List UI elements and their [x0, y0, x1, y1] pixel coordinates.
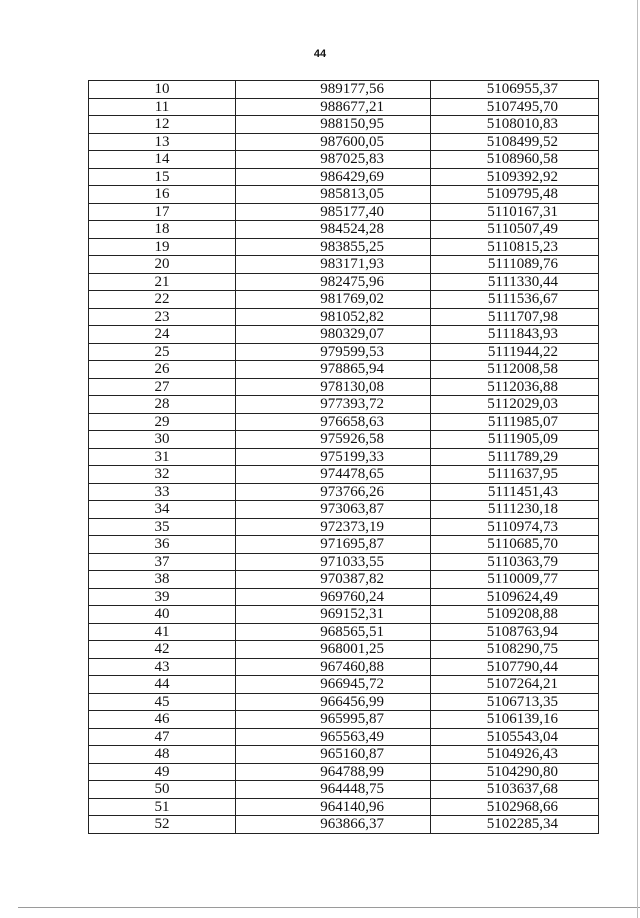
- x-coordinate-cell: 975199,33: [236, 448, 431, 466]
- x-coordinate-cell: 978865,94: [236, 361, 431, 379]
- point-number-cell: 24: [89, 326, 236, 344]
- table-row: [89, 256, 599, 274]
- y-coordinate-cell: 5111944,22: [431, 343, 599, 361]
- bottom-edge-line: [18, 907, 640, 908]
- y-coordinate-cell: 5112008,58: [431, 361, 599, 379]
- point-number-cell: 17: [89, 203, 236, 221]
- y-coordinate-cell: 5109795,48: [431, 186, 599, 204]
- y-coordinate-cell: 5104290,80: [431, 763, 599, 781]
- point-number-cell: 28: [89, 396, 236, 414]
- x-coordinate-cell: 971695,87: [236, 536, 431, 554]
- x-coordinate-cell: 973766,26: [236, 483, 431, 501]
- point-number-cell: 49: [89, 763, 236, 781]
- table-row: [89, 308, 599, 326]
- table-row: [89, 431, 599, 449]
- table-row: [89, 501, 599, 519]
- y-coordinate-cell: 5110685,70: [431, 536, 599, 554]
- y-coordinate-cell: 5110507,49: [431, 221, 599, 239]
- point-number-cell: 14: [89, 151, 236, 169]
- x-coordinate-cell: 965563,49: [236, 728, 431, 746]
- x-coordinate-cell: 966456,99: [236, 693, 431, 711]
- table-row: [89, 781, 599, 799]
- y-coordinate-cell: 5110815,23: [431, 238, 599, 256]
- y-coordinate-cell: 5107264,21: [431, 676, 599, 694]
- table-row: [89, 658, 599, 676]
- point-number-cell: 48: [89, 746, 236, 764]
- table-row: [89, 641, 599, 659]
- x-coordinate-cell: 965160,87: [236, 746, 431, 764]
- y-coordinate-cell: 5112036,88: [431, 378, 599, 396]
- x-coordinate-cell: 972373,19: [236, 518, 431, 536]
- point-number-cell: 23: [89, 308, 236, 326]
- y-coordinate-cell: 5108763,94: [431, 623, 599, 641]
- y-coordinate-cell: 5107790,44: [431, 658, 599, 676]
- table-row: [89, 343, 599, 361]
- table-row: [89, 98, 599, 116]
- table-row: [89, 816, 599, 834]
- table-row: [89, 238, 599, 256]
- x-coordinate-cell: 970387,82: [236, 571, 431, 589]
- y-coordinate-cell: 5103637,68: [431, 781, 599, 799]
- x-coordinate-cell: 964448,75: [236, 781, 431, 799]
- table-row: [89, 361, 599, 379]
- table-row: [89, 711, 599, 729]
- y-coordinate-cell: 5110009,77: [431, 571, 599, 589]
- point-number-cell: 43: [89, 658, 236, 676]
- x-coordinate-cell: 964788,99: [236, 763, 431, 781]
- y-coordinate-cell: 5111451,43: [431, 483, 599, 501]
- table-row: [89, 623, 599, 641]
- table-row: [89, 483, 599, 501]
- coordinates-table-body: [89, 81, 599, 834]
- x-coordinate-cell: 977393,72: [236, 396, 431, 414]
- table-row: [89, 326, 599, 344]
- y-coordinate-cell: 5111089,76: [431, 256, 599, 274]
- point-number-cell: 13: [89, 133, 236, 151]
- y-coordinate-cell: 5108499,52: [431, 133, 599, 151]
- x-coordinate-cell: 981769,02: [236, 291, 431, 309]
- table-row: [89, 151, 599, 169]
- page-number: 44: [313, 48, 327, 60]
- y-coordinate-cell: 5108960,58: [431, 151, 599, 169]
- point-number-cell: 27: [89, 378, 236, 396]
- table-row: [89, 536, 599, 554]
- point-number-cell: 16: [89, 186, 236, 204]
- x-coordinate-cell: 975926,58: [236, 431, 431, 449]
- table-row: [89, 168, 599, 186]
- x-coordinate-cell: 966945,72: [236, 676, 431, 694]
- x-coordinate-cell: 984524,28: [236, 221, 431, 239]
- table-row: [89, 466, 599, 484]
- point-number-cell: 51: [89, 798, 236, 816]
- point-number-cell: 46: [89, 711, 236, 729]
- point-number-cell: 30: [89, 431, 236, 449]
- point-number-cell: 26: [89, 361, 236, 379]
- x-coordinate-cell: 987600,05: [236, 133, 431, 151]
- table-row: [89, 518, 599, 536]
- table-row: [89, 203, 599, 221]
- point-number-cell: 38: [89, 571, 236, 589]
- point-number-cell: 34: [89, 501, 236, 519]
- x-coordinate-cell: 965995,87: [236, 711, 431, 729]
- x-coordinate-cell: 964140,96: [236, 798, 431, 816]
- y-coordinate-cell: 5110167,31: [431, 203, 599, 221]
- table-row: [89, 186, 599, 204]
- table-row: [89, 413, 599, 431]
- table-row: [89, 448, 599, 466]
- point-number-cell: 21: [89, 273, 236, 291]
- point-number-cell: 10: [89, 81, 236, 99]
- x-coordinate-cell: 989177,56: [236, 81, 431, 99]
- point-number-cell: 15: [89, 168, 236, 186]
- coordinates-table: [88, 80, 599, 834]
- table-row: [89, 553, 599, 571]
- table-row: [89, 746, 599, 764]
- point-number-cell: 41: [89, 623, 236, 641]
- y-coordinate-cell: 5109624,49: [431, 588, 599, 606]
- point-number-cell: 11: [89, 98, 236, 116]
- y-coordinate-cell: 5111707,98: [431, 308, 599, 326]
- x-coordinate-cell: 963866,37: [236, 816, 431, 834]
- point-number-cell: 33: [89, 483, 236, 501]
- x-coordinate-cell: 979599,53: [236, 343, 431, 361]
- y-coordinate-cell: 5111536,67: [431, 291, 599, 309]
- point-number-cell: 12: [89, 116, 236, 134]
- table-row: [89, 81, 599, 99]
- point-number-cell: 36: [89, 536, 236, 554]
- point-number-cell: 35: [89, 518, 236, 536]
- x-coordinate-cell: 967460,88: [236, 658, 431, 676]
- table-row: [89, 728, 599, 746]
- point-number-cell: 40: [89, 606, 236, 624]
- y-coordinate-cell: 5110974,73: [431, 518, 599, 536]
- x-coordinate-cell: 978130,08: [236, 378, 431, 396]
- y-coordinate-cell: 5111843,93: [431, 326, 599, 344]
- y-coordinate-cell: 5106139,16: [431, 711, 599, 729]
- y-coordinate-cell: 5102968,66: [431, 798, 599, 816]
- table-row: [89, 291, 599, 309]
- point-number-cell: 39: [89, 588, 236, 606]
- x-coordinate-cell: 968565,51: [236, 623, 431, 641]
- y-coordinate-cell: 5104926,43: [431, 746, 599, 764]
- table-row: [89, 116, 599, 134]
- y-coordinate-cell: 5111789,29: [431, 448, 599, 466]
- table-row: [89, 273, 599, 291]
- y-coordinate-cell: 5111330,44: [431, 273, 599, 291]
- y-coordinate-cell: 5111905,09: [431, 431, 599, 449]
- point-number-cell: 47: [89, 728, 236, 746]
- point-number-cell: 45: [89, 693, 236, 711]
- point-number-cell: 42: [89, 641, 236, 659]
- x-coordinate-cell: 974478,65: [236, 466, 431, 484]
- table-row: [89, 221, 599, 239]
- y-coordinate-cell: 5108290,75: [431, 641, 599, 659]
- y-coordinate-cell: 5102285,34: [431, 816, 599, 834]
- point-number-cell: 52: [89, 816, 236, 834]
- x-coordinate-cell: 973063,87: [236, 501, 431, 519]
- y-coordinate-cell: 5106713,35: [431, 693, 599, 711]
- y-coordinate-cell: 5111230,18: [431, 501, 599, 519]
- y-coordinate-cell: 5108010,83: [431, 116, 599, 134]
- y-coordinate-cell: 5107495,70: [431, 98, 599, 116]
- point-number-cell: 19: [89, 238, 236, 256]
- y-coordinate-cell: 5106955,37: [431, 81, 599, 99]
- x-coordinate-cell: 969760,24: [236, 588, 431, 606]
- point-number-cell: 22: [89, 291, 236, 309]
- point-number-cell: 18: [89, 221, 236, 239]
- table-row: [89, 693, 599, 711]
- point-number-cell: 32: [89, 466, 236, 484]
- x-coordinate-cell: 985177,40: [236, 203, 431, 221]
- x-coordinate-cell: 976658,63: [236, 413, 431, 431]
- table-row: [89, 588, 599, 606]
- x-coordinate-cell: 988150,95: [236, 116, 431, 134]
- table-row: [89, 378, 599, 396]
- x-coordinate-cell: 987025,83: [236, 151, 431, 169]
- table-row: [89, 606, 599, 624]
- x-coordinate-cell: 983171,93: [236, 256, 431, 274]
- point-number-cell: 20: [89, 256, 236, 274]
- point-number-cell: 50: [89, 781, 236, 799]
- x-coordinate-cell: 968001,25: [236, 641, 431, 659]
- x-coordinate-cell: 988677,21: [236, 98, 431, 116]
- point-number-cell: 25: [89, 343, 236, 361]
- point-number-cell: 31: [89, 448, 236, 466]
- x-coordinate-cell: 985813,05: [236, 186, 431, 204]
- table-row: [89, 396, 599, 414]
- table-row: [89, 676, 599, 694]
- point-number-cell: 44: [89, 676, 236, 694]
- point-number-cell: 29: [89, 413, 236, 431]
- x-coordinate-cell: 971033,55: [236, 553, 431, 571]
- x-coordinate-cell: 980329,07: [236, 326, 431, 344]
- table-row: [89, 763, 599, 781]
- table-row: [89, 133, 599, 151]
- y-coordinate-cell: 5111985,07: [431, 413, 599, 431]
- y-coordinate-cell: 5105543,04: [431, 728, 599, 746]
- y-coordinate-cell: 5112029,03: [431, 396, 599, 414]
- x-coordinate-cell: 969152,31: [236, 606, 431, 624]
- y-coordinate-cell: 5110363,79: [431, 553, 599, 571]
- table-row: [89, 571, 599, 589]
- y-coordinate-cell: 5109208,88: [431, 606, 599, 624]
- x-coordinate-cell: 983855,25: [236, 238, 431, 256]
- table-row: [89, 798, 599, 816]
- right-edge-line: [637, 0, 638, 918]
- x-coordinate-cell: 982475,96: [236, 273, 431, 291]
- point-number-cell: 37: [89, 553, 236, 571]
- y-coordinate-cell: 5111637,95: [431, 466, 599, 484]
- x-coordinate-cell: 981052,82: [236, 308, 431, 326]
- y-coordinate-cell: 5109392,92: [431, 168, 599, 186]
- x-coordinate-cell: 986429,69: [236, 168, 431, 186]
